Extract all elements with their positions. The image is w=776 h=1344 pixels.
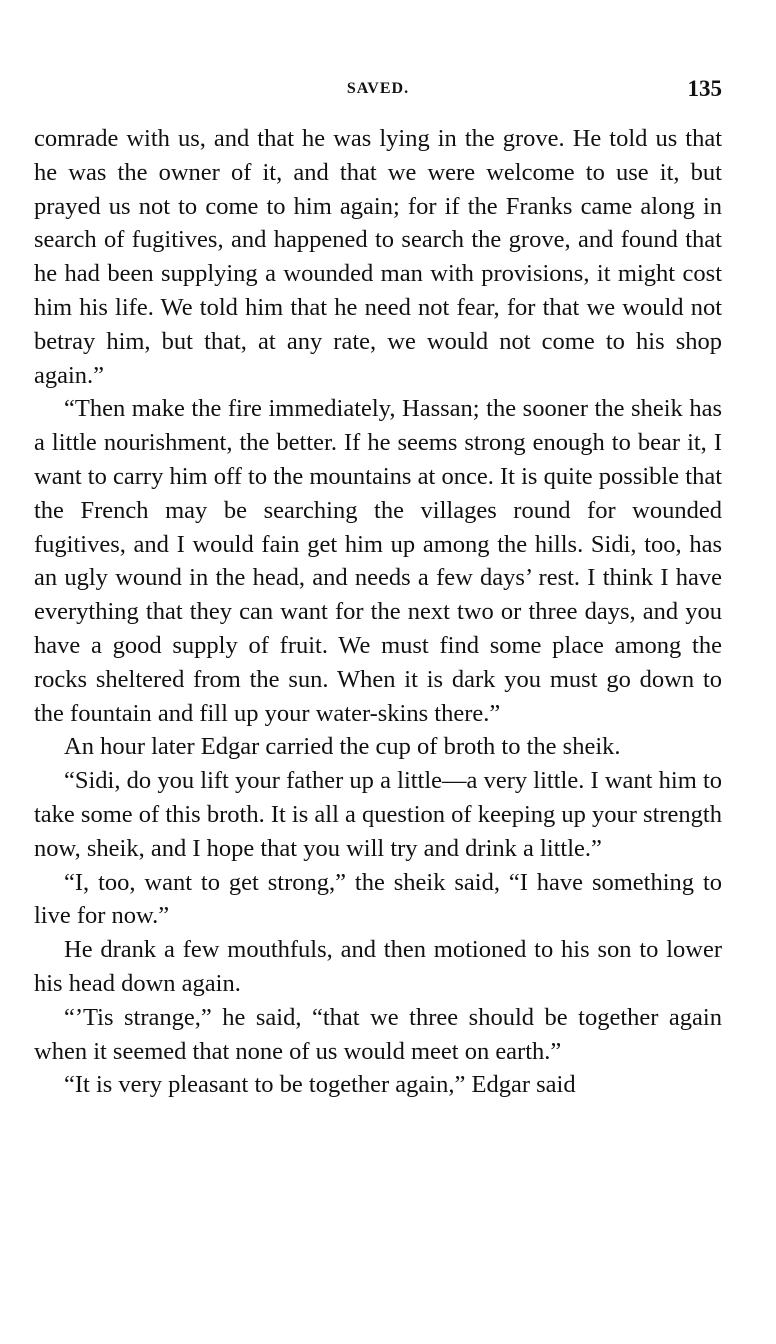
running-title: SAVED. <box>346 80 410 97</box>
page-number: 135 <box>687 76 722 101</box>
paragraph: He drank a few mouthfuls, and then motioned to his son to lower his head down again. <box>34 936 722 997</box>
paragraph: “’Tis strange,” he said, “that we three should be together again when it seemed that none of us would meet on earth.” <box>34 1003 722 1065</box>
running-head <box>34 76 722 110</box>
paragraph: An hour later Edgar carried the cup of broth to the sheik. <box>64 733 621 761</box>
paragraph: “I, too, want to get strong,” the sheik said, “I have something to live for now.” <box>34 868 722 930</box>
book-page <box>34 76 722 1102</box>
paragraph-continued: comrade with us, and that he was lying in the grove. He told us that he was the owner of it, and that we were welcome to use it, but prayed us not to come to him again; for if the Franks came along in search of fugitives, and happened to search the grove, and found that he had been supplying a wounded man with provisions, it might cost him his life. We told him that he need not fear, for that we would not betray him, but that, at any rate, we would not come to his shop again.” <box>34 125 722 389</box>
paragraph: “Sidi, do you lift your father up a little—a very little. I want him to take some of this broth. It is all a question of keeping up your strength now, sheik, and I hope that you will try and drink a little.” <box>34 767 722 862</box>
paragraph: “It is very pleasant to be together again,” Edgar said <box>64 1071 576 1099</box>
body-text <box>34 122 722 1102</box>
paragraph: “Then make the fire immediately, Hassan; the sooner the sheik has a little nourishment, the better. If he seems strong enough to bear it, I want to carry him off to the mountains at once. It is quite possible that the French may be searching the villages round for wounded fugitives, and I would fain get him up among the hills. Sidi, too, has an ugly wound in the head, and needs a few days’ rest. I think I have everything that they can want for the next two or three days, and you have a good supply of fruit. We must find some place among the rocks sheltered from the sun. When it is dark you must go down to the fountain and fill up your water-skins there.” <box>34 395 722 727</box>
